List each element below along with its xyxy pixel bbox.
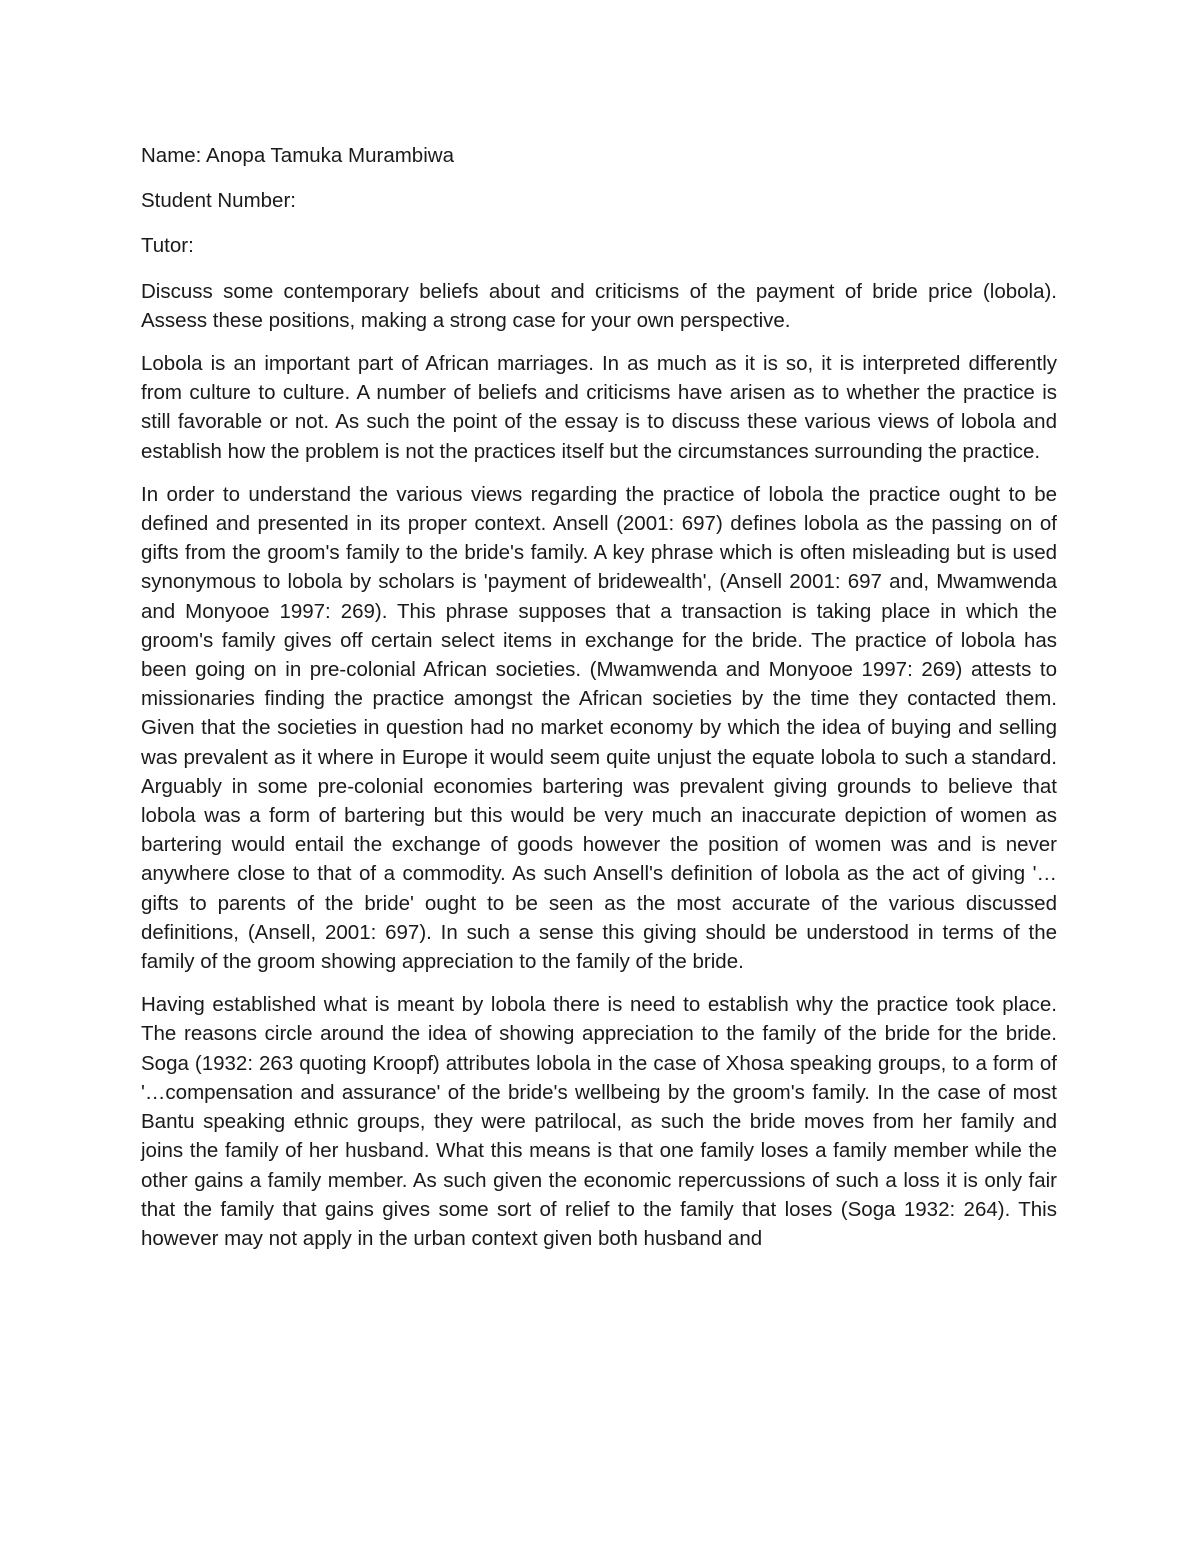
paragraph-reasons: Having established what is meant by lobola there is need to establish why the practice took place. The reasons circle around the idea of showing appreciation to the family of the bride for the bride. Soga (1932: 263 quoting Kroopf) attributes lobola in the case of Xhosa speaking groups, to a form of '…compensation and assurance' of the bride's wellbeing by the groom's family. In the case of most Bantu speaking ethnic groups, they were patrilocal, as such the bride moves from her family and joins the family of her husband. What this means is that one family loses a family member while the other gains a family member. As such given the economic repercussions of such a loss it is only fair that the family that gains gives some sort of relief to the family that loses (Soga 1932: 264). This however may not apply in the urban context given both husband and: [141, 993, 1057, 1250]
paragraph-introduction: Lobola is an important part of African marriages. In as much as it is so, it is interpreted differently from culture to culture. A number of beliefs and criticisms have arisen as to whether the practice is still favorable or not. As such the point of the essay is to discuss these various views of lobola and establish how the problem is not the practices itself but the circumstances surrounding the practice.: [141, 352, 1057, 463]
student-number-line: Student Number:: [141, 189, 296, 213]
paragraph-definition: In order to understand the various views regarding the practice of lobola the practice ought to be defined and presented in its proper context. Ansell (2001: 697) defines lobola as the passing on of gifts from the groom's family to the bride's family. A key phrase which is often misleading but is used synonymous to lobola by scholars is 'payment of bridewealth', (Ansell 2001: 697 and, Mwamwenda and Monyooe 1997: 269). This phrase supposes that a transaction is taking place in which the groom's family gives off certain select items in exchange for the bride. The practice of lobola has been going on in pre-colonial African societies. (Mwamwenda and Monyooe 1997: 269) attests to missionaries finding the practice amongst the African societies by the time they contacted them. Given that the societies in question had no market economy by which the idea of buying and selling was prevalent as it where in Europe it would seem quite unjust the equate lobola to such a standard. Arguably in some pre-colonial economies bartering was prevalent giving grounds to believe that lobola was a form of bartering but this would be very much an inaccurate depiction of women as bartering would entail the exchange of goods however the position of women was and is never anywhere close to that of a commodity. As such Ansell's definition of lobola as the act of giving '…gifts to parents of the bride' ought to be seen as the most accurate of the various discussed definitions, (Ansell, 2001: 697). In such a sense this giving should be understood in terms of the family of the groom showing appreciation to the family of the bride.: [141, 482, 1057, 974]
tutor-line: Tutor:: [141, 234, 194, 258]
essay-question: Discuss some contemporary beliefs about and criticisms of the payment of bride price (lobola). Assess these positions, making a strong case for your own perspective.: [141, 279, 1057, 332]
document-body: [141, 141, 1057, 1267]
student-name-line: Name: Anopa Tamuka Murambiwa: [141, 144, 454, 167]
